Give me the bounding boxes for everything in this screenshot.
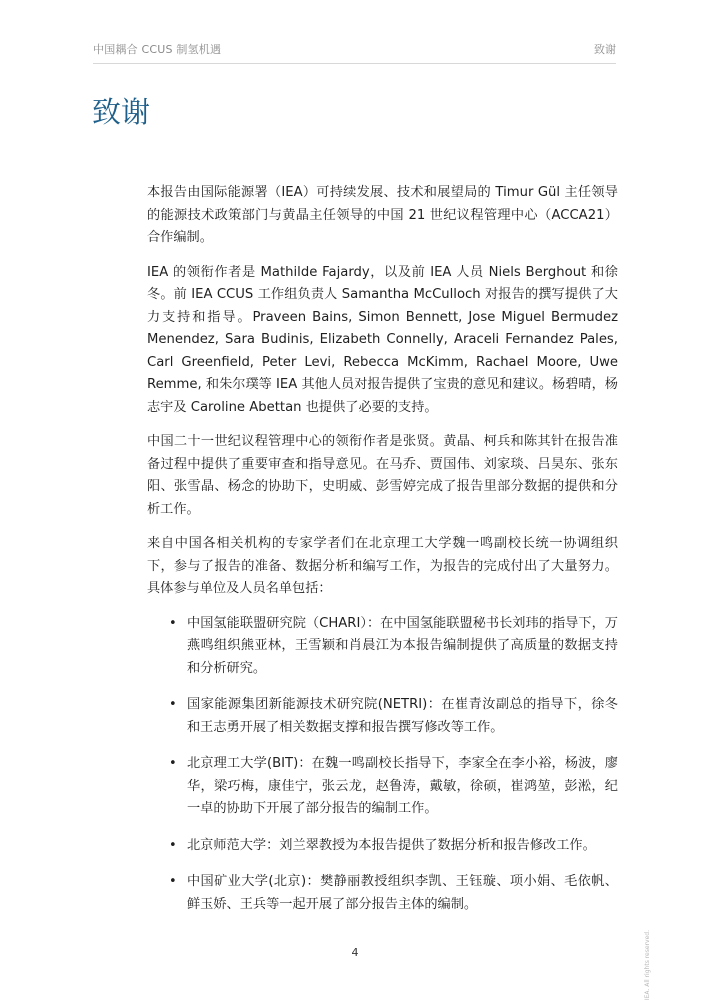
contributor-item-bit bbox=[147, 753, 618, 821]
running-header-section: 致谢 bbox=[594, 43, 616, 56]
bullet-icon: • bbox=[169, 874, 177, 889]
bullet-icon: • bbox=[169, 837, 177, 853]
contributor-text: 国家能源集团新能源技术研究院(NETRI)：在崔青汝副总的指导下，徐冬和王志勇开展了相关数据支撑和报告撰写修改等工作。 bbox=[187, 697, 618, 735]
contributor-item-chari bbox=[147, 613, 618, 681]
paragraph-iea-authors: IEA 的领衔作者是 Mathilde Fajardy，以及前 IEA 人员 Niels Berghout 和徐冬。前 IEA CCUS 工作组负责人 Samantha McCulloch 对报告的撰写提供了大力支持和指导。Praveen Bains, Simon Bennett, Jose Miguel Bermudez Menendez, Sara Budinis, Elizabeth Connelly, Araceli Fernandez Pales, Carl Greenfield, Peter Levi, Rebecca McKimm, Rachael Moore, Uwe Remme, 和朱尔璞等 IEA 其他人员对报告提供了宝贵的意见和建议。杨碧晴，杨志宇及 Caroline Abettan 也提供了必要的支持。 bbox=[147, 264, 618, 415]
contributor-text: 中国氢能联盟研究院（CHARI）：在中国氢能联盟秘书长刘玮的指导下，万燕鸣组织熊亚林，王雪颖和肖晨江为本报告编制提供了高质量的数据支持和分析研究。 bbox=[187, 615, 618, 676]
contributor-item-cumtb bbox=[147, 871, 618, 916]
paragraph-acca21-authors: 中国二十一世纪议程管理中心的领衔作者是张贤。黄晶、柯兵和陈其针在报告准备过程中提供了重要审查和指导意见。在马乔、贾国伟、刘家琰、吕昊东、张东阳、张雪晶、杨念的协助下，史明威、彭雪婷完成了报告里部分数据的提供和分析工作。 bbox=[147, 434, 618, 517]
running-header-title: 中国耦合 CCUS 制氢机遇 bbox=[93, 43, 222, 56]
bullet-icon: • bbox=[169, 697, 177, 712]
contributor-list bbox=[147, 613, 618, 917]
contributor-item-bnu bbox=[147, 835, 618, 858]
bullet-icon: • bbox=[169, 756, 177, 771]
paragraph-intro: 本报告由国际能源署（IEA）可持续发展、技术和展望局的 Timur Gül 主任领导的能源技术政策部门与黄晶主任领导的中国 21 世纪议程管理中心（ACCA21）合作编制。 bbox=[147, 185, 618, 245]
acknowledgements-body bbox=[147, 182, 618, 930]
page-title: 致谢 bbox=[92, 95, 151, 129]
contributor-text: 北京理工大学(BIT)：在魏一鸣副校长指导下，李家全在李小裕，杨波，廖华，梁巧梅，康佳宁，张云龙，赵鲁涛，戴敏，徐硕，崔鸿堃，彭淞，纪一卓的协助下开展了部分报告的编制工作。 bbox=[187, 756, 618, 816]
bullet-icon: • bbox=[169, 615, 177, 631]
page-number: 4 bbox=[351, 946, 359, 959]
paragraph-institutions-intro: 来自中国各相关机构的专家学者们在北京理工大学魏一鸣副校长统一协调组织下，参与了报告的准备、数据分析和编写工作，为报告的完成付出了大量努力。具体参与单位及人员名单包括： bbox=[147, 536, 618, 596]
rights-notice: IEA. All rights reserved. bbox=[644, 930, 651, 1001]
header-divider bbox=[93, 63, 616, 64]
contributor-item-netri bbox=[147, 694, 618, 739]
contributor-text: 中国矿业大学(北京)：樊静丽教授组织李凯、王钰璇、项小娟、毛依帆、鲜玉娇、王兵等一起开展了部分报告主体的编制。 bbox=[187, 874, 618, 912]
contributor-text: 北京师范大学：刘兰翠教授为本报告提供了数据分析和报告修改工作。 bbox=[187, 837, 596, 853]
